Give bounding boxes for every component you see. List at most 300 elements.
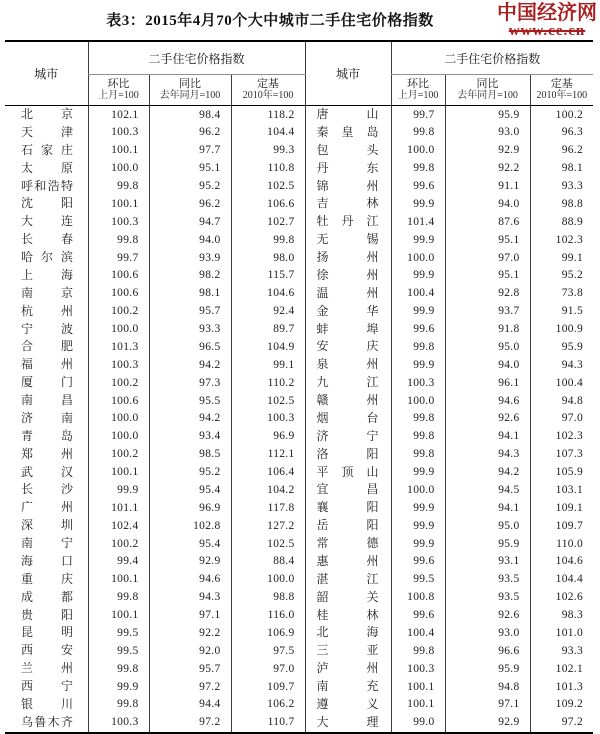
column-header-yoy-left: 同比 去年同月=100 [149,75,231,106]
index-value-cell: 97.0 [530,410,593,428]
index-value-cell: 100.3 [391,660,445,678]
index-value-cell: 95.4 [149,535,231,553]
index-value-cell: 98.4 [149,106,231,124]
table-row [5,106,593,124]
column-header-fixedbase-left: 定基 2010年=100 [231,75,305,106]
index-value-cell: 93.5 [445,571,530,589]
city-cell [305,392,391,410]
city-cell [5,338,88,356]
index-value-cell: 102.7 [231,213,305,231]
index-value-cell: 100.3 [88,356,149,374]
index-value-cell: 99.5 [391,571,445,589]
index-value-cell: 100.0 [88,321,149,339]
index-value-cell: 97.5 [231,642,305,660]
city-name: 郑州 [21,446,73,461]
table-row [5,213,593,231]
index-value-cell: 99.5 [88,642,149,660]
city-cell [305,249,391,267]
city-cell [5,696,88,714]
index-value-cell: 99.8 [231,231,305,249]
table-row [5,535,593,553]
table-body [5,106,593,733]
index-value-cell: 99.6 [391,321,445,339]
index-value-cell: 94.5 [445,481,530,499]
table-row [5,428,593,446]
city-cell [305,517,391,535]
index-value-cell: 87.6 [445,213,530,231]
city-cell [305,481,391,499]
city-name: 唐山 [316,107,379,121]
index-value-cell: 93.9 [149,249,231,267]
index-value-cell: 95.2 [149,178,231,196]
table-row [5,410,593,428]
index-value-cell: 94.6 [149,571,231,589]
city-cell [305,696,391,714]
index-value-cell: 100.3 [88,714,149,733]
index-value-cell: 99.8 [391,160,445,178]
index-value-cell: 101.0 [530,624,593,642]
table-row [5,285,593,303]
city-name: 三亚 [316,643,379,658]
city-cell [305,499,391,517]
index-value-cell: 100.1 [88,571,149,589]
city-cell [5,481,88,499]
table-row [5,249,593,267]
city-cell [5,553,88,571]
city-name: 重庆 [21,571,73,586]
index-value-cell: 104.9 [231,338,305,356]
index-value-cell: 100.4 [391,624,445,642]
index-value-cell: 102.5 [231,535,305,553]
city-cell [305,303,391,321]
index-value-cell: 94.7 [149,213,231,231]
index-value-cell: 94.1 [445,499,530,517]
index-value-cell: 99.4 [88,553,149,571]
index-value-cell: 100.3 [88,124,149,142]
city-name: 烟台 [316,410,379,425]
index-value-cell: 100.0 [391,392,445,410]
city-cell [5,178,88,196]
ce-logo-url: www.ce.cn [508,23,586,39]
city-cell [305,714,391,733]
index-value-cell: 96.6 [445,642,530,660]
table-row [5,607,593,625]
table-row [5,124,593,142]
index-value-cell: 102.1 [530,660,593,678]
city-name: 南昌 [21,393,73,407]
index-value-cell: 97.0 [445,249,530,267]
index-value-cell: 104.4 [530,571,593,589]
city-cell [305,607,391,625]
city-name: 青岛 [21,428,73,443]
index-value-cell: 106.9 [231,624,305,642]
city-name: 惠州 [316,553,379,568]
city-cell [5,410,88,428]
index-value-cell: 94.0 [445,356,530,374]
index-value-cell: 107.3 [530,446,593,464]
index-value-cell: 100.3 [391,374,445,392]
city-cell [305,535,391,553]
city-cell [305,178,391,196]
index-value-cell: 94.6 [445,392,530,410]
index-value-cell: 98.8 [231,589,305,607]
index-value-cell: 101.3 [88,338,149,356]
index-value-cell: 92.4 [231,303,305,321]
column-header-fixedbase-right: 定基 2010年=100 [530,75,593,106]
index-value-cell: 99.6 [391,553,445,571]
index-value-cell: 99.5 [88,624,149,642]
city-name: 哈尔滨 [21,250,73,264]
city-name: 平顶山 [316,464,379,479]
index-value-cell: 92.6 [445,607,530,625]
index-value-cell: 99.9 [391,303,445,321]
city-cell [5,517,88,535]
city-cell [305,285,391,303]
city-cell [5,642,88,660]
table-row [5,678,593,696]
index-value-cell: 99.9 [88,678,149,696]
index-value-cell: 94.3 [149,589,231,607]
city-cell [305,321,391,339]
city-cell [305,213,391,231]
index-value-cell: 93.3 [149,321,231,339]
index-value-cell: 95.9 [445,106,530,124]
city-name: 兰州 [21,661,73,676]
index-value-cell: 95.4 [149,481,231,499]
city-name: 南宁 [21,536,73,550]
index-value-cell: 96.1 [445,374,530,392]
city-cell [305,160,391,178]
city-cell [5,624,88,642]
city-name: 湛江 [316,571,379,586]
index-value-cell: 100.0 [391,249,445,267]
index-value-cell: 91.1 [445,178,530,196]
city-cell [5,124,88,142]
city-cell [305,464,391,482]
city-name: 石家庄 [21,142,73,157]
index-value-cell: 99.1 [530,249,593,267]
table-row [5,660,593,678]
index-value-cell: 104.2 [231,481,305,499]
index-value-cell: 100.0 [391,142,445,160]
index-value-cell: 102.5 [231,178,305,196]
city-name: 九江 [316,375,379,390]
ce-logo[interactable] [496,3,598,39]
index-value-cell: 95.1 [149,160,231,178]
group-header-right: 二手住宅价格指数 [391,41,593,75]
index-value-cell: 99.9 [391,499,445,517]
index-value-cell: 101.3 [530,678,593,696]
city-name: 南京 [21,285,73,300]
city-cell [305,624,391,642]
city-name: 贵阳 [21,607,73,622]
index-value-cell: 95.7 [149,660,231,678]
index-value-cell: 98.3 [530,607,593,625]
city-name: 北京 [21,107,73,121]
city-cell [305,142,391,160]
index-value-cell: 99.0 [391,714,445,733]
index-value-cell: 118.2 [231,106,305,124]
city-name: 洛阳 [316,446,379,461]
index-value-cell: 112.1 [231,446,305,464]
city-name: 桂林 [316,607,379,622]
city-name: 包头 [316,142,379,157]
group-header-left: 二手住宅价格指数 [88,41,305,75]
index-value-cell: 99.8 [391,124,445,142]
city-name: 沈阳 [21,196,73,211]
index-value-cell: 88.9 [530,213,593,231]
city-name: 海口 [21,553,73,568]
index-value-cell: 99.9 [391,517,445,535]
city-name: 济南 [21,410,73,425]
table-row [5,517,593,535]
index-value-cell: 93.3 [530,642,593,660]
city-cell [5,446,88,464]
index-value-cell: 94.2 [149,410,231,428]
index-value-cell: 91.8 [445,321,530,339]
index-value-cell: 102.8 [149,517,231,535]
index-value-cell: 100.0 [88,410,149,428]
index-value-cell: 105.9 [530,464,593,482]
index-value-cell: 97.7 [149,142,231,160]
table-row [5,178,593,196]
index-value-cell: 110.7 [231,714,305,733]
index-value-cell: 115.7 [231,267,305,285]
table-row [5,553,593,571]
index-value-cell: 100.1 [391,696,445,714]
city-name: 天津 [21,124,73,139]
city-name: 乌鲁木齐 [21,714,73,729]
city-cell [305,642,391,660]
index-value-cell: 99.9 [391,231,445,249]
city-cell [5,249,88,267]
city-name: 南充 [316,679,379,693]
table-row [5,356,593,374]
index-value-cell: 95.9 [530,338,593,356]
index-value-cell: 92.0 [149,642,231,660]
index-value-cell: 93.0 [445,124,530,142]
index-value-cell: 100.3 [88,213,149,231]
index-value-cell: 102.1 [88,106,149,124]
index-value-cell: 99.6 [391,178,445,196]
index-value-cell: 110.8 [231,160,305,178]
city-name: 安庆 [316,339,379,354]
index-value-cell: 99.7 [88,249,149,267]
index-value-cell: 109.7 [530,517,593,535]
index-value-cell: 102.3 [530,231,593,249]
index-value-cell: 96.5 [149,338,231,356]
table-row [5,446,593,464]
index-value-cell: 96.3 [530,124,593,142]
index-value-cell: 94.3 [445,446,530,464]
city-name: 韶关 [316,589,379,604]
index-value-cell: 93.7 [445,303,530,321]
city-cell [5,160,88,178]
index-value-cell: 98.8 [530,195,593,213]
column-header-mom-left: 环比 上月=100 [88,75,149,106]
index-value-cell: 94.2 [149,356,231,374]
city-name: 上海 [21,267,73,282]
index-value-cell: 93.4 [149,428,231,446]
index-value-cell: 89.7 [231,321,305,339]
city-name: 岳阳 [316,518,379,533]
index-value-cell: 98.1 [530,160,593,178]
city-cell [305,356,391,374]
index-value-cell: 106.6 [231,195,305,213]
index-value-cell: 96.2 [149,195,231,213]
column-header-city-left: 城市 [5,41,88,106]
city-name: 宁波 [21,321,73,336]
city-cell [305,267,391,285]
index-value-cell: 100.1 [88,142,149,160]
city-name: 长春 [21,232,73,247]
city-name: 大连 [21,214,73,229]
index-value-cell: 96.2 [149,124,231,142]
index-value-cell: 88.4 [231,553,305,571]
table-row [5,464,593,482]
city-cell [305,338,391,356]
index-value-cell: 97.3 [149,374,231,392]
index-value-cell: 116.0 [231,607,305,625]
city-name: 昆明 [21,625,73,640]
city-name: 合肥 [21,339,73,354]
index-value-cell: 117.8 [231,499,305,517]
index-value-cell: 100.6 [88,267,149,285]
index-value-cell: 94.0 [149,231,231,249]
column-header-yoy-right: 同比 去年同月=100 [445,75,530,106]
table-header [5,41,593,106]
index-value-cell: 104.6 [231,285,305,303]
city-cell [5,321,88,339]
city-cell [5,267,88,285]
index-value-cell: 99.9 [391,195,445,213]
index-value-cell: 100.2 [530,106,593,124]
city-cell [5,571,88,589]
index-value-cell: 100.6 [88,392,149,410]
index-value-cell: 94.8 [530,392,593,410]
city-cell [5,678,88,696]
index-value-cell: 94.8 [445,678,530,696]
table-row [5,714,593,733]
city-cell [5,231,88,249]
index-value-cell: 92.8 [445,285,530,303]
index-value-cell: 99.8 [391,642,445,660]
table-row [5,642,593,660]
city-name: 牡丹江 [316,214,379,229]
table-row [5,589,593,607]
city-cell [305,106,391,124]
index-value-cell: 100.1 [88,607,149,625]
index-value-cell: 92.9 [445,142,530,160]
index-value-cell: 95.5 [149,392,231,410]
table-row [5,142,593,160]
index-value-cell: 99.9 [391,535,445,553]
table-row [5,231,593,249]
index-value-cell: 100.4 [391,285,445,303]
index-value-cell: 101.1 [88,499,149,517]
city-name: 武汉 [21,464,73,479]
city-cell [5,356,88,374]
index-value-cell: 91.5 [530,303,593,321]
city-cell [5,142,88,160]
city-cell [5,213,88,231]
city-cell [305,553,391,571]
index-value-cell: 99.8 [391,446,445,464]
index-value-cell: 99.8 [391,410,445,428]
index-value-cell: 94.0 [445,195,530,213]
city-name: 锦州 [316,178,379,193]
city-name: 无锡 [316,232,379,247]
index-value-cell: 102.3 [530,428,593,446]
index-value-cell: 98.2 [149,267,231,285]
city-name: 蚌埠 [316,321,379,336]
index-value-cell: 92.6 [445,410,530,428]
city-name: 金华 [316,303,379,318]
city-cell [5,499,88,517]
index-value-cell: 97.0 [231,660,305,678]
city-name: 常德 [316,536,379,550]
city-cell [5,589,88,607]
price-index-table [5,40,593,734]
table-row [5,338,593,356]
index-value-cell: 95.9 [445,535,530,553]
index-value-cell: 104.6 [530,553,593,571]
table-row [5,571,593,589]
index-value-cell: 100.0 [231,571,305,589]
index-value-cell: 97.2 [149,714,231,733]
city-cell [305,571,391,589]
index-value-cell: 99.6 [391,607,445,625]
city-name: 成都 [21,589,73,604]
index-value-cell: 99.8 [88,660,149,678]
city-name: 大理 [316,714,379,729]
column-header-mom-right: 环比 上月=100 [391,75,445,106]
city-name: 温州 [316,285,379,300]
index-value-cell: 103.1 [530,481,593,499]
table-row [5,481,593,499]
index-value-cell: 92.2 [445,160,530,178]
index-value-cell: 93.0 [445,624,530,642]
index-value-cell: 94.2 [445,464,530,482]
index-value-cell: 99.8 [88,696,149,714]
index-value-cell: 95.1 [445,231,530,249]
city-name: 宜昌 [316,482,379,497]
city-cell [305,374,391,392]
table-row [5,267,593,285]
index-value-cell: 99.1 [231,356,305,374]
city-cell [5,464,88,482]
city-cell [5,392,88,410]
index-value-cell: 100.2 [88,303,149,321]
city-name: 福州 [21,357,73,372]
index-value-cell: 95.7 [149,303,231,321]
city-cell [305,660,391,678]
index-value-cell: 99.8 [88,178,149,196]
index-value-cell: 99.8 [391,338,445,356]
city-cell [5,607,88,625]
index-value-cell: 97.1 [149,607,231,625]
index-value-cell: 100.4 [530,374,593,392]
index-value-cell: 101.4 [391,213,445,231]
index-value-cell: 102.5 [231,392,305,410]
index-value-cell: 109.7 [231,678,305,696]
city-name: 深圳 [21,518,73,533]
index-value-cell: 95.0 [445,338,530,356]
city-cell [305,678,391,696]
table-row [5,321,593,339]
city-cell [305,428,391,446]
ce-logo-text: 中国经济网 [497,2,597,24]
